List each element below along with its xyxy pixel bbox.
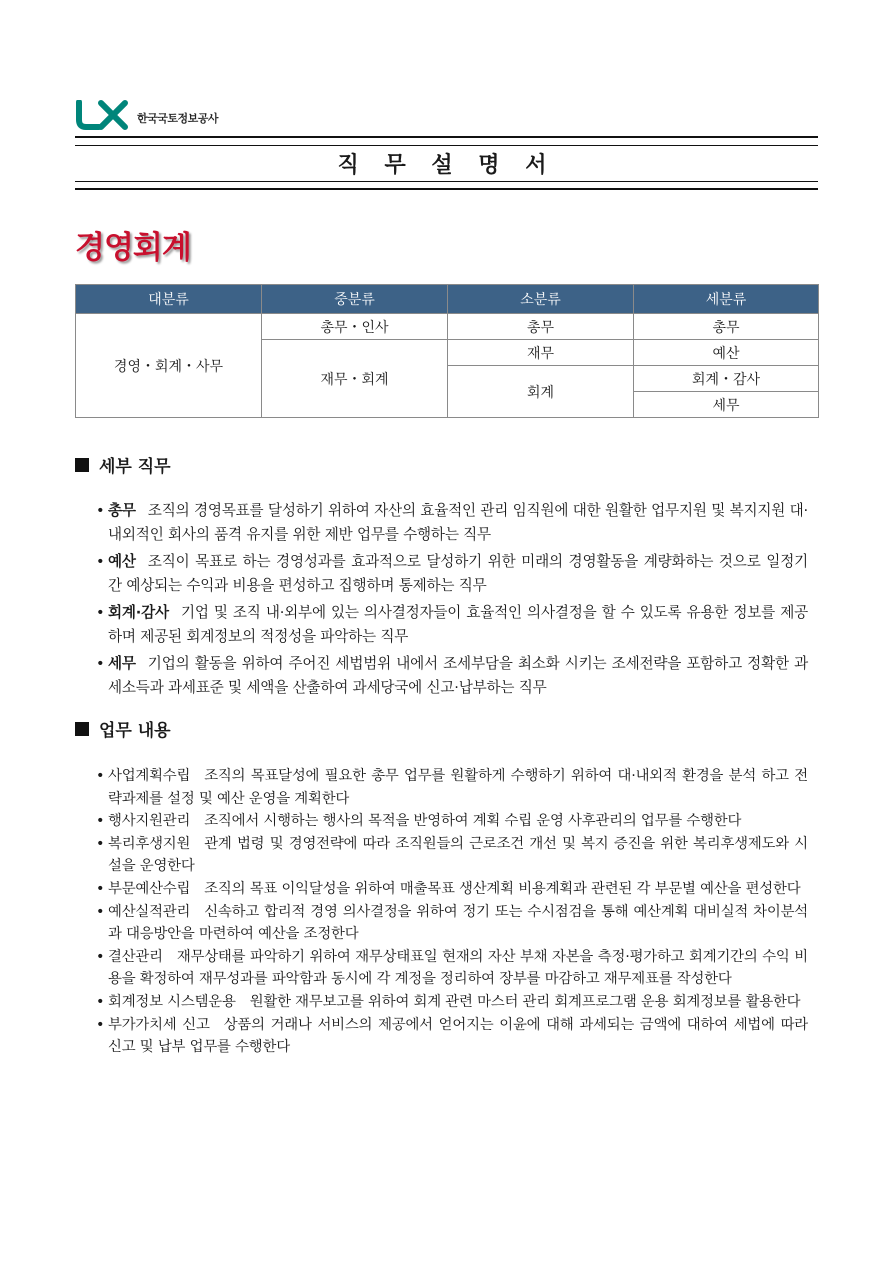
task-term: 행사지원관리 [108,813,191,830]
company-logo [75,100,218,130]
cell-minor-1: 총무 [448,314,634,340]
list-item [96,946,808,991]
cell-detail-4: 세무 [634,392,819,418]
task-desc: 상품의 거래나 서비스의 제공에서 얻어지는 이윤에 대해 과세되는 금액에 대하여 세법에 따라 신고 및 납부 업무를 수행한다 [108,1016,808,1056]
task-desc: 관계 법령 및 경영전략에 따라 조직원들의 근로조건 개선 및 복지 증진을 위한 복리후생제도와 시설을 운영한다 [108,835,808,875]
list-item [96,833,808,878]
duty-desc: 조직이 목표로 하는 경영성과를 효과적으로 달성하기 위한 미래의 경영활동을 계량화하는 것으로 일정기간 예상되는 수익과 비용을 편성하고 집행하며 통제하는 직무 [108,553,808,594]
task-desc: 원활한 재무보고를 위하여 회계 관련 마스터 관리 회계프로그램 운용 회계정보를 활용한다 [249,993,801,1010]
duties-list [96,499,808,703]
list-item [96,499,808,547]
duty-desc: 조직의 경영목표를 달성하기 위하여 자산의 효율적인 관리 임직원에 대한 원활한 업무지원 및 복지지원 대·내외적인 회사의 품격 유지를 위한 제반 업무를 수행하는 직무 [108,502,808,543]
list-item [96,1014,808,1059]
list-item [96,991,808,1014]
classification-table [75,284,819,418]
header-major: 대분류 [76,285,262,314]
task-term: 부가가치세 신고 [108,1016,210,1033]
square-bullet-icon [75,458,89,472]
header-minor: 소분류 [448,285,634,314]
title-rule-top [75,145,818,146]
org-name: 한국국토정보공사 [137,112,219,125]
title-rule-bottom [75,181,818,182]
task-desc: 신속하고 합리적 경영 의사결정을 위하여 정기 또는 수시점검을 통해 예산계획 대비실적 차이분석과 대응방안을 마련하여 예산을 조정한다 [108,903,808,943]
task-desc: 조직에서 시행하는 행사의 목적을 반영하여 계획 수립 운영 사후관리의 업무를 수행한다 [204,813,742,830]
cell-detail-1: 총무 [634,314,819,340]
task-desc: 재무상태를 파악하기 위하여 재무상태표일 현재의 자산 부채 자본을 측정·평가하고 회계기간의 수익 비용을 확정하여 재무성과를 파악함과 동시에 각 계정을 정리하여 장부를 마감하고 재무제표를 작성한다 [108,948,808,988]
task-term: 회계정보 시스템운용 [108,993,236,1010]
duty-term: 총무 [108,502,136,519]
main-heading: 경영회계 [75,230,191,266]
task-term: 사업계획수립 [108,768,191,784]
cell-mid-1: 총무・인사 [262,314,448,340]
title-rule-bottom-thick [75,188,818,190]
cell-minor-3: 회계 [448,366,634,418]
task-term: 예산실적관리 [108,903,191,920]
list-item [96,550,808,598]
cell-major: 경영・회계・사무 [76,314,262,418]
task-term: 결산관리 [108,948,163,965]
document-title: 직 무 설 명 서 [337,153,556,178]
table-row [76,314,819,340]
list-item [96,810,808,833]
duty-desc: 기업의 활동을 위하여 주어진 세법범위 내에서 조세부담을 최소화 시키는 조세전략을 포함하고 정확한 과세소득과 과세표준 및 세액을 산출하여 과세당국에 신고·납부하는 직무 [108,655,808,696]
duty-term: 회계·감사 [108,604,169,621]
list-item [96,652,808,700]
duty-desc: 기업 및 조직 내·외부에 있는 의사결정자들이 효율적인 의사결정을 할 수 있도록 유용한 정보를 제공하며 제공된 회계정보의 적정성을 파악하는 직무 [108,604,808,645]
list-item [96,901,808,946]
duties-section-heading [75,452,171,477]
tasks-list [96,765,808,1059]
task-desc: 조직의 목표 이익달성을 위하여 매출목표 생산계획 비용계획과 관련된 각 부문별 예산을 편성한다 [204,880,801,897]
list-item [96,601,808,649]
task-term: 복리후생지원 [108,835,191,852]
header-mid: 중분류 [262,285,448,314]
task-desc: 조직의 목표달성에 필요한 총무 업무를 원활하게 수행하기 위하여 대·내외적 환경을 분석 하고 전략과제를 설정 및 예산 운영을 계획한다 [108,768,808,807]
table-header-row [76,285,819,314]
duty-term: 세무 [108,655,136,672]
top-rule [75,136,818,138]
header-detail: 세분류 [634,285,819,314]
duty-term: 예산 [108,553,136,570]
tasks-section-title: 업무 내용 [99,721,171,741]
task-term: 부문예산수립 [108,880,191,897]
cell-detail-2: 예산 [634,340,819,366]
lx-logo-icon [75,100,133,130]
cell-detail-3: 회계・감사 [634,366,819,392]
list-item [96,765,808,810]
duties-section-title: 세부 직무 [99,457,171,477]
list-item [96,878,808,901]
tasks-section-heading [75,716,171,741]
square-bullet-icon [75,722,89,736]
cell-mid-2: 재무・회계 [262,340,448,418]
cell-minor-2: 재무 [448,340,634,366]
